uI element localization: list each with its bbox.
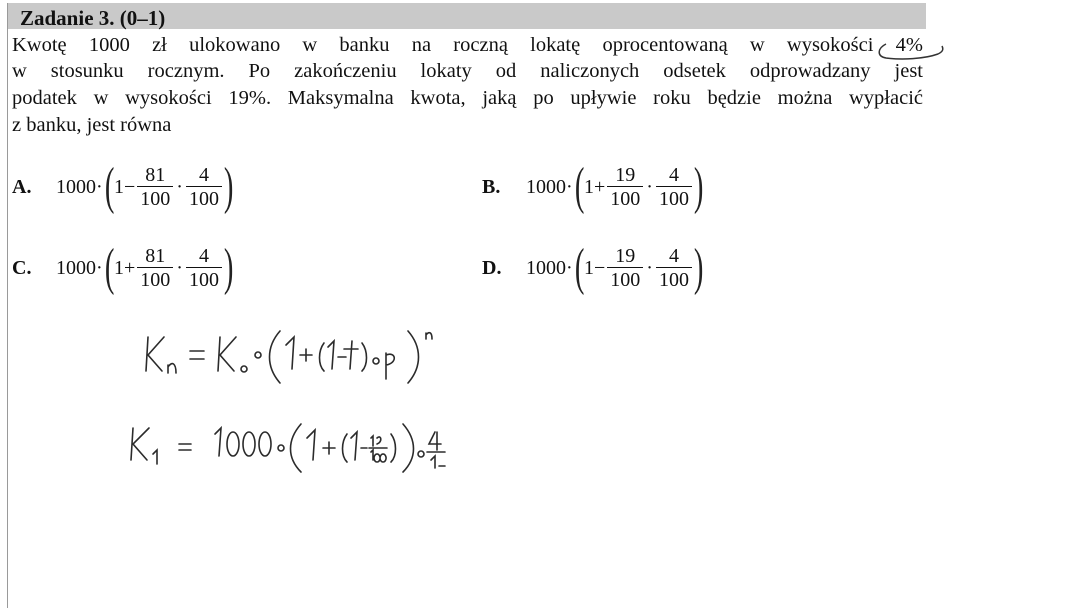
- fraction-1: [137, 245, 173, 292]
- fraction-1: [607, 245, 643, 292]
- numerator: 4: [198, 163, 209, 186]
- fraction-1: [137, 164, 173, 211]
- task-title: Zadanie 3. (0–1): [20, 6, 166, 30]
- left-paren-icon: (: [104, 239, 115, 296]
- dot-operator: ·: [176, 257, 183, 279]
- right-paren-icon: ): [223, 158, 234, 215]
- numerator: 19: [615, 163, 636, 186]
- problem-line-4: z banku, jest równa: [12, 114, 172, 136]
- denominator: 100: [656, 186, 692, 211]
- right-paren-icon: ): [223, 239, 234, 296]
- numerator: 4: [668, 163, 679, 186]
- left-paren-icon: (: [104, 158, 115, 215]
- fraction-2: [186, 245, 222, 292]
- answer-letter: C.: [12, 257, 32, 279]
- fraction-2: [186, 164, 222, 211]
- answer-lead: 1000·: [56, 257, 103, 279]
- dot-operator: ·: [646, 257, 653, 279]
- numerator: 81: [145, 163, 166, 186]
- answer-option-c[interactable]: [12, 238, 233, 298]
- answer-inner: 1−: [114, 176, 136, 198]
- handwritten-formula-1: [140, 325, 440, 385]
- task-header: [8, 3, 926, 29]
- denominator: 100: [656, 267, 692, 292]
- fraction-2: [656, 164, 692, 211]
- handwritten-formula-2: [125, 420, 455, 476]
- answer-lead: 1000·: [56, 176, 103, 198]
- answer-option-b[interactable]: [482, 157, 703, 217]
- answer-inner: 1+: [114, 257, 136, 279]
- answer-letter: A.: [12, 176, 32, 198]
- answer-option-d[interactable]: [482, 238, 703, 298]
- handwritten-circle-mark: [872, 30, 952, 62]
- answer-lead: 1000·: [526, 257, 573, 279]
- numerator: 19: [615, 244, 636, 267]
- answer-letter: B.: [482, 176, 501, 198]
- answer-inner: 1−: [584, 257, 606, 279]
- numerator: 4: [668, 244, 679, 267]
- denominator: 100: [186, 267, 222, 292]
- fraction-1: [607, 164, 643, 211]
- numerator: 4: [198, 244, 209, 267]
- fraction-2: [656, 245, 692, 292]
- answer-option-a[interactable]: [12, 157, 233, 217]
- left-paren-icon: (: [574, 158, 585, 215]
- problem-line-1: Kwotę 1000 zł ulokowano w banku na roczną lokatę oprocentowaną w wysokości 4%: [12, 34, 923, 56]
- denominator: 100: [607, 186, 643, 211]
- denominator: 100: [137, 186, 173, 211]
- denominator: 100: [137, 267, 173, 292]
- answer-lead: 1000·: [526, 176, 573, 198]
- dot-operator: ·: [646, 176, 653, 198]
- answer-inner: 1+: [584, 176, 606, 198]
- answer-letter: D.: [482, 257, 502, 279]
- problem-line-2: w stosunku rocznym. Po zakończeniu lokaty od naliczonych odsetek odprowadzany jest: [12, 60, 923, 82]
- denominator: 100: [186, 186, 222, 211]
- left-paren-icon: (: [574, 239, 585, 296]
- right-paren-icon: ): [693, 158, 704, 215]
- denominator: 100: [607, 267, 643, 292]
- problem-line-3: podatek w wysokości 19%. Maksymalna kwota, jaką po upływie roku będzie można wypłacić: [12, 87, 923, 109]
- numerator: 81: [145, 244, 166, 267]
- left-margin-rule: [7, 3, 8, 608]
- right-paren-icon: ): [693, 239, 704, 296]
- dot-operator: ·: [176, 176, 183, 198]
